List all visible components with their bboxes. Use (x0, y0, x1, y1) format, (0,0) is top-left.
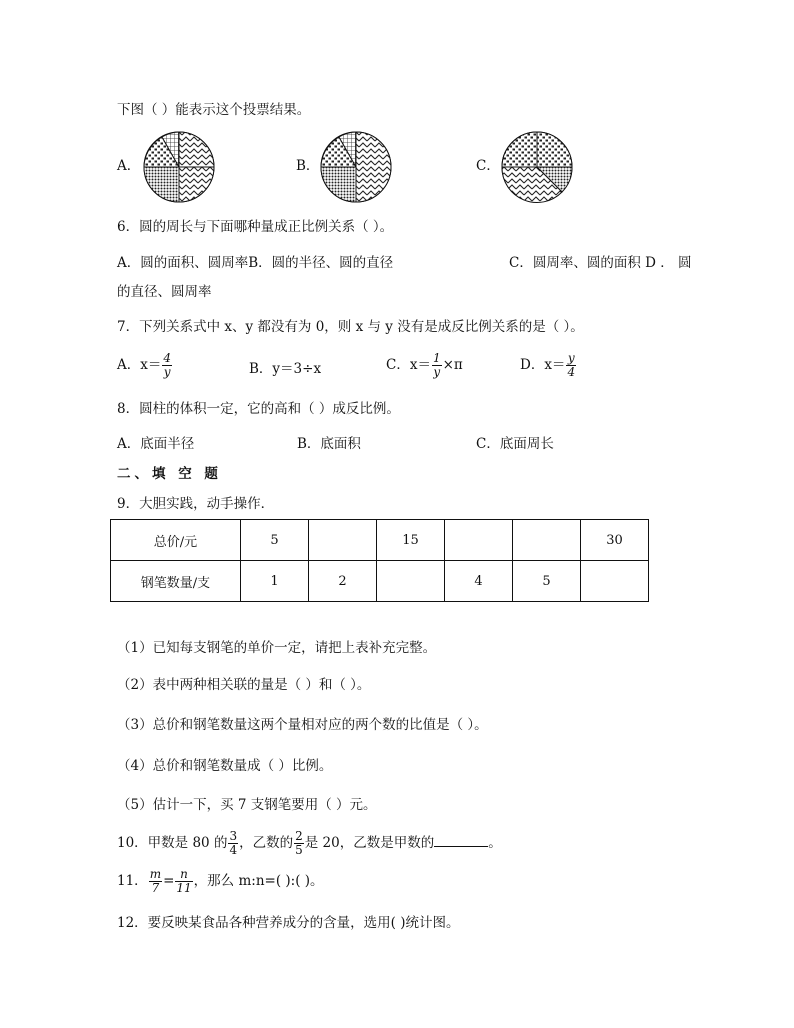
question-text: 11． (117, 873, 148, 889)
fraction: $\frac{n}{11}$ (176, 867, 192, 895)
table-row (111, 520, 649, 561)
question-10 (117, 830, 502, 857)
fraction: $\frac{2}{5}$ (295, 829, 303, 857)
question-text: 。 (488, 835, 502, 851)
question-11 (117, 868, 324, 895)
table-cell[interactable] (445, 520, 513, 561)
option-text: D．x＝ (520, 357, 566, 373)
question-9-sub-1: （1）已知每支钢笔的单价一定，请把上表补充完整。 (117, 640, 437, 656)
question-6-options-cd: C．圆周率、圆的面积 D ． 圆 (509, 255, 692, 271)
option-a-label: A． (117, 158, 141, 174)
question-9-stem: 9．大胆实践，动手操作． (117, 496, 275, 512)
question-text: ，那么 m:n=( ):( )。 (193, 873, 324, 889)
fraction: $\frac{3}{4}$ (229, 829, 238, 857)
pie-slice (144, 167, 179, 202)
pie-slice (537, 132, 572, 167)
pie-chart-option-b[interactable] (319, 130, 393, 204)
question-7-stem: 7．下列关系式中 x、y 都没有为 0，则 x 与 y 没有是成反比例关系的是（ ）。 (117, 319, 584, 335)
question-12-stem: 12．要反映某食品各种营养成分的含量，选用( )统计图。 (117, 915, 460, 931)
question-6-options-cont: 的直径、圆周率 (117, 284, 212, 300)
table-cell[interactable]: 5 (513, 561, 581, 602)
option-b-label: B． (296, 158, 320, 174)
row-header: 钢笔数量/支 (111, 561, 241, 602)
table-cell[interactable]: 4 (445, 561, 513, 602)
option-c-label: C． (476, 158, 500, 174)
pie-chart-option-c[interactable] (500, 130, 574, 204)
fraction: $\frac{1}{y}$ (432, 351, 441, 379)
row-header: 总价/元 (111, 520, 241, 561)
table-cell[interactable]: 15 (377, 520, 445, 561)
question-7-option-c (386, 352, 463, 379)
question-6-stem: 6．圆的周长与下面哪种量成正比例关系（ ）。 (117, 219, 394, 235)
option-text: A．x＝ (117, 357, 162, 373)
table-cell[interactable]: 30 (581, 520, 649, 561)
question-7-option-d (520, 352, 577, 379)
option-text: C．x＝ (386, 357, 431, 373)
table-cell[interactable] (513, 520, 581, 561)
question-text: 是 20，乙数是甲数的 (304, 835, 435, 851)
question-text: ，乙数的 (239, 835, 294, 851)
option-text: ×π (442, 357, 463, 373)
question-5-stem: 下图（ ）能表示这个投票结果。 (117, 102, 311, 118)
table-row (111, 561, 649, 602)
table-cell[interactable] (581, 561, 649, 602)
table-cell[interactable] (309, 520, 377, 561)
question-8-option-c: C．底面周长 (476, 436, 554, 452)
fraction: $\frac{y}{4}$ (567, 351, 576, 379)
table-cell[interactable]: 2 (309, 561, 377, 602)
pie-slice (179, 167, 214, 202)
price-quantity-table (110, 519, 649, 602)
question-6-options-ab: A．圆的面积、圆周率B．圆的半径、圆的直径 (117, 255, 394, 271)
pie-slice (502, 132, 537, 167)
question-7-option-a (117, 352, 173, 379)
question-8-option-b: B．底面积 (297, 436, 361, 452)
question-9-sub-5: （5）估计一下，买 7 支钢笔要用（ ）元。 (117, 797, 377, 813)
pie-slice (356, 132, 391, 202)
pie-slice (179, 132, 214, 167)
answer-blank[interactable] (434, 832, 488, 847)
question-text: 10．甲数是 80 的 (117, 835, 228, 851)
pie-slice (321, 167, 356, 202)
question-text: = (163, 873, 175, 889)
pie-chart-option-a[interactable] (142, 130, 216, 204)
question-8-stem: 8．圆柱的体积一定，它的高和（ ）成反比例。 (117, 401, 400, 417)
question-9-sub-2: （2）表中两种相关联的量是（ ）和（ ）。 (117, 677, 371, 693)
table-cell[interactable]: 1 (241, 561, 309, 602)
question-7-option-b: B．y＝3÷x (249, 361, 322, 377)
question-8-option-a: A．底面半径 (117, 436, 195, 452)
question-9-sub-3: （3）总价和钢笔数量这两个量相对应的两个数的比值是（ ）。 (117, 717, 488, 733)
table-cell[interactable] (377, 561, 445, 602)
table-cell[interactable]: 5 (241, 520, 309, 561)
fraction: $\frac{4}{y}$ (163, 351, 172, 379)
section-title: 二、填 空 题 (117, 466, 222, 482)
fraction: $\frac{m}{7}$ (149, 867, 162, 895)
question-9-sub-4: （4）总价和钢笔数量成（ ）比例。 (117, 758, 333, 774)
